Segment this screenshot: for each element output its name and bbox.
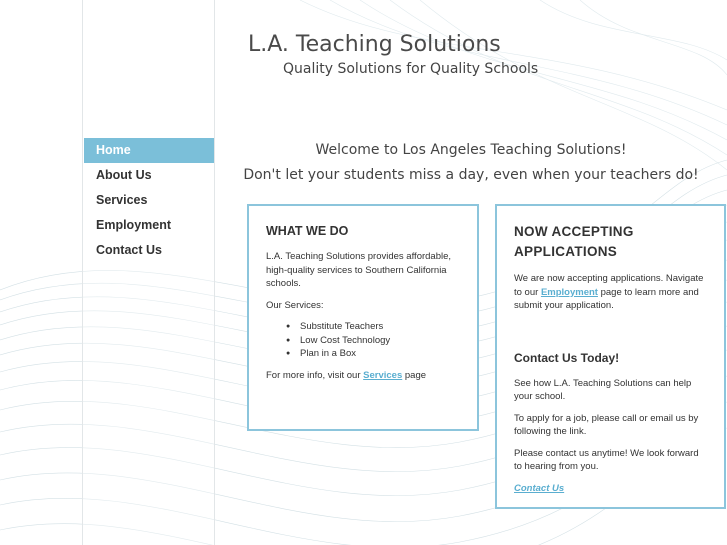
contact-link-wrap (514, 482, 708, 496)
more-info-text (266, 369, 461, 383)
main-nav (84, 138, 214, 263)
nav-item-employment[interactable]: Employment (96, 218, 172, 232)
list-item: ● Plan in a Box (286, 347, 461, 361)
contact-today-heading: Contact Us Today! (514, 350, 620, 365)
sidebar-column (82, 0, 215, 545)
welcome-heading: Welcome to Los Angeles Teaching Solutions! (315, 142, 627, 158)
more-info-suffix: page (404, 369, 427, 381)
more-info-prefix: For more info, visit our (266, 369, 361, 381)
accepting-text-prefix: We are now accepting applications. Navigate to our (514, 273, 704, 298)
nav-item-contact-us[interactable]: Contact Us (96, 243, 162, 257)
site-tagline: Quality Solutions for Quality Schools (283, 61, 539, 77)
services-link[interactable]: Services (363, 369, 403, 381)
services-list (286, 320, 461, 361)
contact-today-p1: See how L.A. Teaching Solutions can help your school. (514, 377, 692, 402)
contact-us-link[interactable]: Contact Us (514, 482, 565, 494)
accepting-text-suffix: page to learn more and submit your application. (514, 286, 699, 311)
what-we-do-heading: WHAT WE DO (266, 224, 349, 238)
list-item: ● Low Cost Technology (286, 334, 461, 348)
accepting-text (514, 272, 708, 313)
employment-link[interactable]: Employment (540, 286, 598, 298)
what-we-do-intro: L.A. Teaching Solutions provides affordable, high-quality services to Southern California schools. (266, 251, 452, 289)
nav-item-services[interactable]: Services (96, 193, 148, 207)
contact-today-p2: To apply for a job, please call or email us by following the link. (514, 412, 699, 437)
services-label: Our Services: (266, 299, 324, 311)
contact-today-p3: Please contact us anytime! We look forward to hearing from you. (514, 447, 699, 472)
nav-item-home[interactable]: Home (84, 138, 214, 163)
accepting-heading: NOW ACCEPTING APPLICATIONS (514, 224, 634, 259)
site-title: L.A. Teaching Solutions (248, 32, 501, 57)
list-item: ● Substitute Teachers (286, 320, 461, 334)
nav-item-about-us[interactable]: About Us (96, 168, 152, 182)
applications-box (495, 204, 726, 509)
what-we-do-box (247, 204, 479, 431)
welcome-subheading: Don't let your students miss a day, even when your teachers do! (243, 167, 699, 183)
